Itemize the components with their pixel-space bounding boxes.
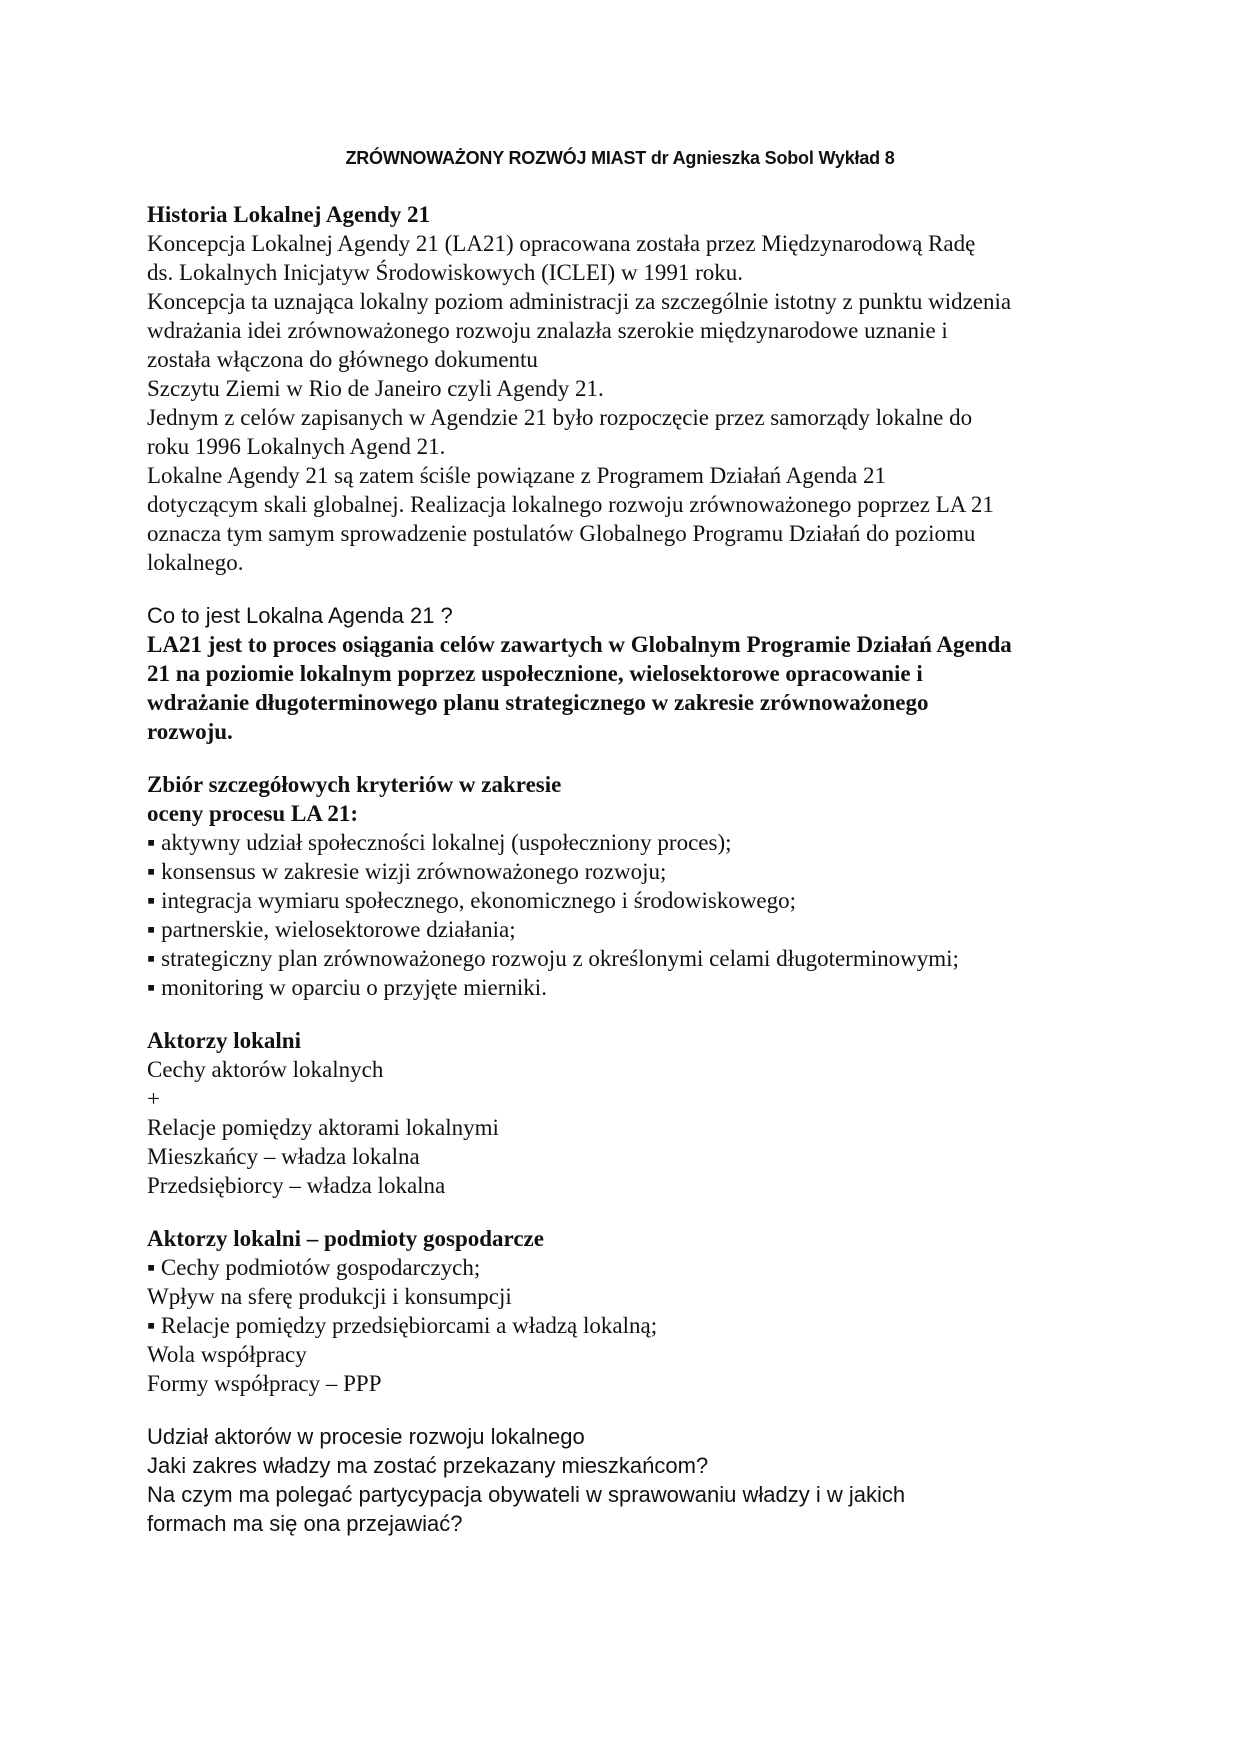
text-line: + <box>147 1086 160 1111</box>
text-line: Lokalne Agendy 21 są zatem ściśle powiązane z Programem Działań Agenda 21 <box>147 463 886 488</box>
section-history <box>147 200 1107 577</box>
text-line: dotyczącym skali globalnej. Realizacja lokalnego rozwoju zrównoważonego poprzez LA 21 <box>147 492 994 517</box>
text-line: Przedsiębiorcy – władza lokalna <box>147 1173 446 1198</box>
bullet-icon: ▪ <box>147 917 156 942</box>
text-line: lokalnego. <box>147 550 244 575</box>
text-line: LA21 jest to proces osiągania celów zawartych w Globalnym Programie Działań Agenda <box>147 632 1012 657</box>
list-item-text: strategiczny plan zrównoważonego rozwoju z określonymi celami długoterminowymi; <box>161 946 959 971</box>
text-line: Koncepcja ta uznająca lokalny poziom administracji za szczególnie istotny z punktu widzenia <box>147 289 1012 314</box>
section-heading: Co to jest Lokalna Agenda 21 ? <box>147 603 453 628</box>
section-heading: Aktorzy lokalni – podmioty gospodarcze <box>147 1226 544 1251</box>
bullet-icon: ▪ <box>147 859 156 884</box>
text-line: Mieszkańcy – władza lokalna <box>147 1144 420 1169</box>
paragraph <box>147 1253 1107 1398</box>
section-criteria <box>147 770 1107 1002</box>
section-heading <box>147 770 1107 828</box>
criteria-list <box>147 828 1107 1002</box>
section-heading: Historia Lokalnej Agendy 21 <box>147 202 431 227</box>
list-item-text: aktywny udział społeczności lokalnej (uspołeczniony proces); <box>161 830 732 855</box>
text-line: Na czym ma polegać partycypacja obywateli w sprawowaniu władzy i w jakich <box>147 1482 906 1507</box>
text-line: formach ma się ona przejawiać? <box>147 1511 463 1536</box>
section-actor-participation <box>147 1422 1107 1538</box>
list-item-text: integracja wymiaru społecznego, ekonomicznego i środowiskowego; <box>161 888 797 913</box>
bullet-icon: ▪ <box>147 946 156 971</box>
document-body <box>147 200 1107 1538</box>
text-line: wdrażanie długoterminowego planu strategicznego w zakresie zrównoważonego <box>147 690 929 715</box>
text-line: Jaki zakres władzy ma zostać przekazany mieszkańcom? <box>147 1453 709 1478</box>
list-item <box>147 857 1107 886</box>
list-item <box>147 944 1107 973</box>
bullet-icon: ▪ <box>147 975 156 1000</box>
heading-line: Zbiór szczegółowych kryteriów w zakresie <box>147 772 562 797</box>
section-heading: Aktorzy lokalni <box>147 1028 301 1053</box>
paragraph <box>147 1451 1107 1538</box>
text-line: 21 na poziomie lokalnym poprzez uspołecznione, wielosektorowe opracowanie i <box>147 661 923 686</box>
text-line: oznacza tym samym sprowadzenie postulatów Globalnego Programu Działań do poziomu <box>147 521 976 546</box>
bullet-icon: ▪ <box>147 888 156 913</box>
text-line: Jednym z celów zapisanych w Agendzie 21 było rozpoczęcie przez samorządy lokalne do <box>147 405 973 430</box>
text-line: ▪ Relacje pomiędzy przedsiębiorcami a władzą lokalną; <box>147 1313 658 1338</box>
list-item-text: konsensus w zakresie wizji zrównoważonego rozwoju; <box>161 859 667 884</box>
section-what-is-la21 <box>147 601 1107 746</box>
text-line: ds. Lokalnych Inicjatyw Środowiskowych (ICLEI) w 1991 roku. <box>147 260 743 285</box>
list-item <box>147 886 1107 915</box>
list-item <box>147 915 1107 944</box>
bullet-icon: ▪ <box>147 830 156 855</box>
section-heading: Udział aktorów w procesie rozwoju lokalnego <box>147 1424 585 1449</box>
text-line: Cechy aktorów lokalnych <box>147 1057 384 1082</box>
text-line: Szczytu Ziemi w Rio de Janeiro czyli Agendy 21. <box>147 376 604 401</box>
section-local-actors <box>147 1026 1107 1200</box>
text-line: wdrażania idei zrównoważonego rozwoju znalazła szerokie międzynarodowe uznanie i <box>147 318 948 343</box>
paragraph <box>147 630 1107 746</box>
paragraph <box>147 229 1107 577</box>
text-line: ▪ Cechy podmiotów gospodarczych; <box>147 1255 481 1280</box>
text-line: roku 1996 Lokalnych Agend 21. <box>147 434 446 459</box>
text-line: Koncepcja Lokalnej Agendy 21 (LA21) opracowana została przez Międzynarodową Radę <box>147 231 976 256</box>
section-business-actors <box>147 1224 1107 1398</box>
list-item-text: partnerskie, wielosektorowe działania; <box>161 917 516 942</box>
text-line: Formy współpracy – PPP <box>147 1371 382 1396</box>
list-item-text: monitoring w oparciu o przyjęte mierniki. <box>161 975 547 1000</box>
text-line: rozwoju. <box>147 719 233 744</box>
list-item <box>147 828 1107 857</box>
heading-line: oceny procesu LA 21: <box>147 801 359 826</box>
text-line: Relacje pomiędzy aktorami lokalnymi <box>147 1115 499 1140</box>
paragraph <box>147 1055 1107 1200</box>
text-line: została włączona do głównego dokumentu <box>147 347 538 372</box>
document-title: ZRÓWNOWAŻONY ROZWÓJ MIAST dr Agnieszka Sobol Wykład 8 <box>345 148 895 168</box>
list-item <box>147 973 1107 1002</box>
text-line: Wpływ na sferę produkcji i konsumpcji <box>147 1284 512 1309</box>
text-line: Wola współpracy <box>147 1342 307 1367</box>
